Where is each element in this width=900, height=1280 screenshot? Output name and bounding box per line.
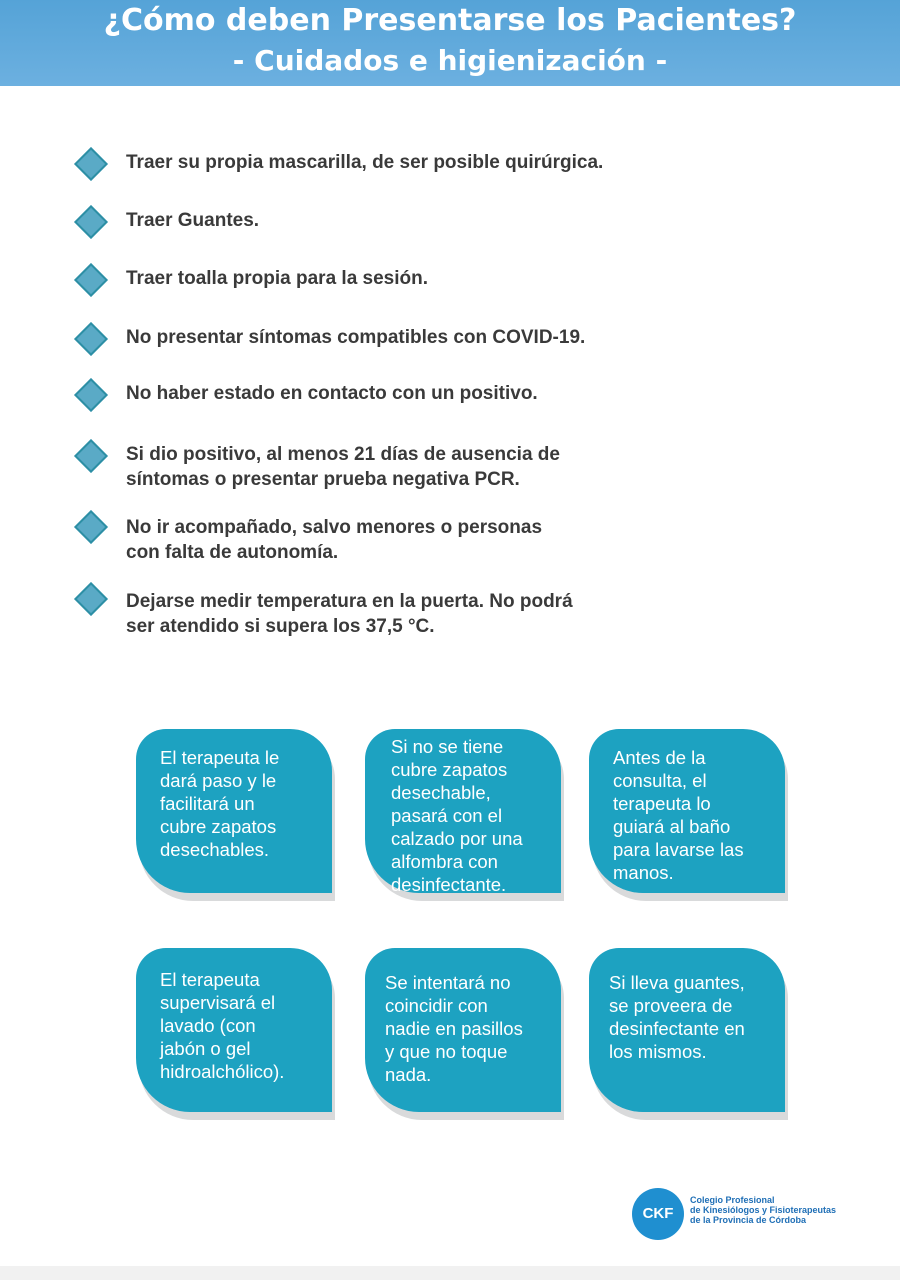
bottom-divider xyxy=(0,1266,900,1280)
bullet-text: Si dio positivo, al menos 21 días de ausencia de síntomas o presentar prueba negativa PCR. xyxy=(126,444,560,490)
diamond-bullet-icon xyxy=(74,378,108,412)
info-card xyxy=(589,729,785,893)
bullet-text: No ir acompañado, salvo menores o personas con falta de autonomía. xyxy=(126,517,543,563)
page-subtitle: - Cuidados e higienización - xyxy=(232,44,668,77)
info-card xyxy=(136,948,332,1112)
info-card xyxy=(365,948,561,1112)
card-text: Se intentará no coincidir con nadie en pasillos y que no toque nada. xyxy=(385,972,523,1085)
info-card xyxy=(589,948,785,1112)
diamond-bullet-icon xyxy=(74,510,108,544)
bullet-text: Traer su propia mascarilla, de ser posible quirúrgica. xyxy=(126,152,604,173)
diamond-bullet-icon xyxy=(74,147,108,181)
bullet-text: Traer Guantes. xyxy=(126,210,260,231)
page-title: ¿Cómo deben Presentarse los Pacientes? xyxy=(103,3,797,38)
info-card xyxy=(365,729,561,893)
bullet-text: Dejarse medir temperatura en la puerta. No podrá ser atendido si supera los 37,5 °C. xyxy=(126,591,573,637)
diamond-bullet-icon xyxy=(74,322,108,356)
organization-name: Colegio Profesional de Kinesiólogos y Fisioterapeutas de la Provincia de Córdoba xyxy=(690,1195,837,1225)
bullet-text: No presentar síntomas compatibles con COVID-19. xyxy=(126,327,586,348)
organization-logo xyxy=(632,1188,872,1244)
bullet-text: Traer toalla propia para la sesión. xyxy=(126,268,429,289)
card-text: Antes de la consulta, el terapeuta lo guiará al baño para lavarse las manos. xyxy=(613,747,744,883)
diamond-bullet-icon xyxy=(74,582,108,616)
diamond-bullet-icon xyxy=(74,439,108,473)
card-text: Si lleva guantes, se proveera de desinfectante en los mismos. xyxy=(609,972,745,1062)
page-header xyxy=(0,0,900,86)
ckf-logo-icon: CKF xyxy=(632,1188,684,1240)
diamond-bullet-icon xyxy=(74,205,108,239)
card-text: Si no se tiene cubre zapatos desechable, pasará con el calzado por una alfombra con desinfectante. xyxy=(391,736,523,895)
diamond-bullet-icon xyxy=(74,263,108,297)
info-card xyxy=(136,729,332,893)
bullet-text: No haber estado en contacto con un positivo. xyxy=(126,383,538,404)
card-text: El terapeuta supervisará el lavado (con jabón o gel hidroalchólico). xyxy=(160,969,285,1082)
card-text: El terapeuta le dará paso y le facilitará un cubre zapatos desechables. xyxy=(160,747,280,860)
